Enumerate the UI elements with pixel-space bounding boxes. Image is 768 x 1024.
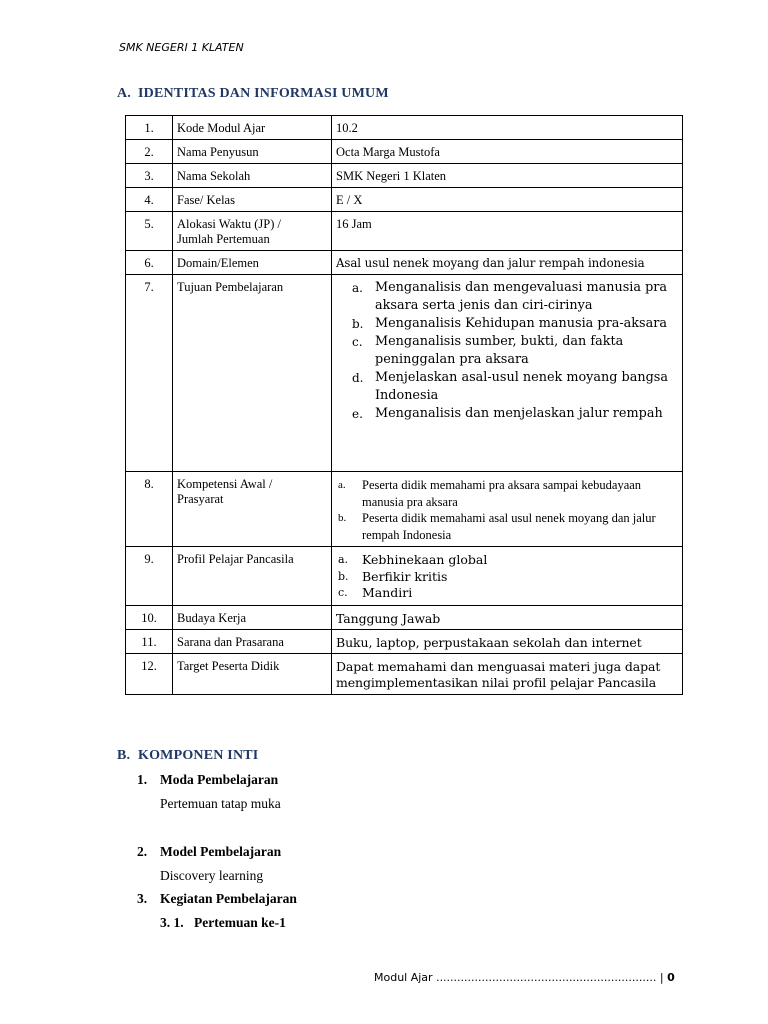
- row-value: [332, 275, 683, 472]
- row-label-line: Prasyarat: [177, 492, 224, 506]
- list-marker: d.: [352, 371, 364, 385]
- row-number: 3.: [126, 164, 173, 188]
- list-item: [352, 279, 678, 315]
- list-item-text: Berfikir kritis: [362, 568, 448, 584]
- list-item: [338, 569, 678, 586]
- list-item-text: Kebhinekaan global: [362, 552, 488, 567]
- list-marker: c.: [352, 335, 363, 349]
- row-label: Target Peserta Didik: [173, 653, 332, 694]
- list-item-text: Menjelaskan asal-usul nenek moyang bangsa Indonesia: [375, 370, 668, 403]
- component-heading: [137, 844, 281, 860]
- component-body: Pertemuan tatap muka: [160, 796, 281, 811]
- list-item-text: Peserta didik memahami asal usul nenek moyang dan jalur rempah Indonesia: [362, 511, 656, 542]
- row-label: Profil Pelajar Pancasila: [173, 547, 332, 606]
- list-marker: a.: [338, 553, 349, 566]
- row-label: Domain/Elemen: [173, 251, 332, 275]
- row-label: Fase/ Kelas: [173, 188, 332, 212]
- row-value: Octa Marga Mustofa: [332, 140, 683, 164]
- footer-text: Modul Ajar ............................................................... |: [374, 971, 664, 984]
- table-row: [126, 275, 683, 472]
- list-item: [352, 333, 678, 369]
- list-item-text: Menganalisis dan menjelaskan jalur rempah: [375, 406, 663, 421]
- component-title: Model Pembelajaran: [160, 844, 282, 859]
- list-item-text: Peserta didik memahami pra aksara sampai kebudayaan manusia pra aksara: [362, 478, 642, 509]
- row-value: [332, 472, 683, 547]
- row-value: E / X: [332, 188, 683, 212]
- school-header: SMK NEGERI 1 KLATEN: [119, 41, 244, 54]
- list-marker: b.: [352, 317, 364, 331]
- section-a-heading: [117, 86, 389, 102]
- table-row: [126, 629, 683, 653]
- section-a-title: IDENTITAS DAN INFORMASI UMUM: [138, 86, 389, 101]
- subcomponent-heading: [160, 915, 286, 931]
- identity-table: [125, 115, 683, 695]
- table-row: [126, 605, 683, 629]
- table-row: [126, 188, 683, 212]
- subcomponent-title: Pertemuan ke-1: [194, 915, 286, 930]
- section-b-heading: [117, 748, 258, 764]
- list-item: [338, 510, 678, 543]
- list-item-text: Menganalisis dan mengevaluasi manusia pra aksara serta jenis dan ciri-cirinya: [375, 280, 668, 313]
- prerequisite-list: [336, 477, 678, 543]
- row-label: Sarana dan Prasarana: [173, 629, 332, 653]
- list-marker: c.: [338, 586, 348, 599]
- row-number: 5.: [126, 212, 173, 251]
- list-item-text: Menganalisis sumber, bukti, dan fakta peninggalan pra aksara: [375, 334, 624, 367]
- row-label: Tujuan Pembelajaran: [173, 275, 332, 472]
- row-label: [173, 212, 332, 251]
- page-footer: [374, 971, 675, 984]
- row-value: Buku, laptop, perpustakaan sekolah dan internet: [332, 629, 683, 653]
- row-value: Asal usul nenek moyang dan jalur rempah indonesia: [332, 251, 683, 275]
- row-value: [332, 547, 683, 606]
- list-marker: b.: [338, 512, 347, 524]
- list-marker: e.: [352, 407, 363, 421]
- subcomponent-number: 3. 1.: [160, 915, 184, 930]
- table-row: [126, 212, 683, 251]
- row-number: 2.: [126, 140, 173, 164]
- row-value: 10.2: [332, 116, 683, 140]
- row-value: Dapat memahami dan menguasai materi juga dapat mengimplementasikan nilai profil pelajar Pancasila: [332, 653, 683, 694]
- learning-goals-list: [336, 279, 678, 423]
- row-number: 8.: [126, 472, 173, 547]
- table-row: [126, 653, 683, 694]
- row-label: Budaya Kerja: [173, 605, 332, 629]
- table-row: [126, 547, 683, 606]
- table-row: [126, 164, 683, 188]
- list-item: [338, 552, 678, 569]
- list-item: [338, 477, 678, 510]
- component-number: 2.: [137, 844, 148, 859]
- row-value: SMK Negeri 1 Klaten: [332, 164, 683, 188]
- row-value: Tanggung Jawab: [332, 605, 683, 629]
- row-number: 6.: [126, 251, 173, 275]
- list-item: [352, 369, 678, 405]
- row-label-line: Kompetensi Awal /: [177, 477, 273, 491]
- component-body: Discovery learning: [160, 868, 264, 883]
- row-number: 7.: [126, 275, 173, 472]
- row-number: 12.: [126, 653, 173, 694]
- table-row: [126, 472, 683, 547]
- row-number: 1.: [126, 116, 173, 140]
- table-row: [126, 140, 683, 164]
- component-heading: [137, 891, 297, 907]
- list-marker: a.: [352, 281, 363, 295]
- row-label: [173, 472, 332, 547]
- section-a-letter: A.: [117, 86, 132, 101]
- row-label: Kode Modul Ajar: [173, 116, 332, 140]
- table-row: [126, 251, 683, 275]
- list-marker: a.: [338, 479, 346, 491]
- list-item: [352, 405, 678, 423]
- row-number: 10.: [126, 605, 173, 629]
- list-item-text: Menganalisis Kehidupan manusia pra-aksara: [375, 316, 667, 331]
- row-label-line: Jumlah Pertemuan: [177, 232, 270, 246]
- row-label: Nama Sekolah: [173, 164, 332, 188]
- component-title: Moda Pembelajaran: [160, 772, 279, 787]
- row-number: 4.: [126, 188, 173, 212]
- table-row: [126, 116, 683, 140]
- list-marker: b.: [338, 569, 349, 583]
- row-label-line: Alokasi Waktu (JP) /: [177, 217, 281, 231]
- component-title: Kegiatan Pembelajaran: [160, 891, 297, 906]
- row-label: Nama Penyusun: [173, 140, 332, 164]
- row-number: 11.: [126, 629, 173, 653]
- section-b-title: KOMPONEN INTI: [138, 748, 259, 763]
- row-value: 16 Jam: [332, 212, 683, 251]
- component-number: 3.: [137, 891, 148, 906]
- page-number: 0: [667, 971, 675, 984]
- profile-list: [336, 552, 678, 602]
- list-item-text: Mandiri: [362, 585, 413, 600]
- component-heading: [137, 772, 278, 788]
- section-b-letter: B.: [117, 748, 131, 763]
- list-item: [338, 585, 678, 602]
- component-number: 1.: [137, 772, 148, 787]
- row-number: 9.: [126, 547, 173, 606]
- list-item: [352, 315, 678, 333]
